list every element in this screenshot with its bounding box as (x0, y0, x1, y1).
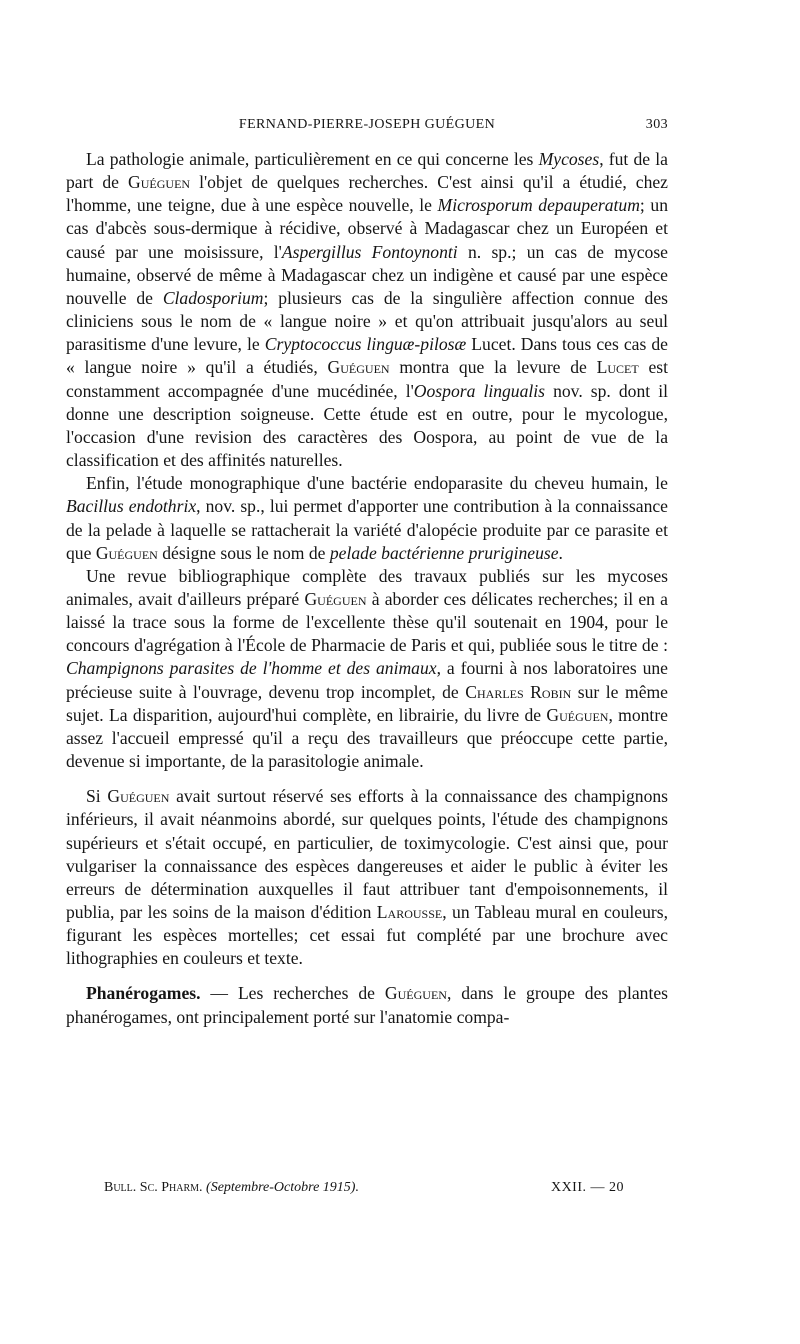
article-body (66, 148, 668, 1029)
author-name: Guéguen (107, 786, 170, 807)
author-name: Guéguen (384, 983, 447, 1004)
author-name: Guéguen (327, 357, 390, 378)
author-name: Guéguen (95, 542, 158, 563)
running-header (66, 117, 668, 137)
section-heading: Phanérogames. (86, 983, 201, 1004)
paragraph-bacillus: Enfin, l'étude monographique d'une bactérie endoparasite du cheveu humain, le Bacillus endothrix, nov. sp., lui permet d'apporter une contribution à la connaissance de la pelade à laquelle se rattacherait la variété d'alopécie produite par ce parasite et que Guéguen désigne sous le nom de pelade bactérienne prurigineuse. (66, 473, 668, 563)
header-title: FERNAND-PIERRE-JOSEPH GUÉGUEN (238, 117, 496, 132)
paragraph-bibliographic-review: Une revue bibliographique complète des travaux publiés sur les mycoses animales, avait d'ailleurs préparé Guéguen à aborder ces délicates recherches; il en a laissé la trace sous la forme de l'excellente thèse qu'il soutenait en 1904, pour le concours d'agrégation à l'École de Pharmacie de Paris et qui, publiée sous le titre de : Champignons parasites de l'homme et des animaux, a fourni à nos laboratoires une précieuse suite à l'ouvrage, devenu trop incomplet, de Charles Robin sur le même sujet. La disparition, aujourd'hui complète, en librairie, du livre de Guéguen, montre assez l'accueil empressé qu'il a reçu des travailleurs que préoccupe cette partie, devenue si importante, de la parasitologie animale. (66, 565, 668, 772)
signature-mark: XXII. — 20 (550, 1180, 624, 1195)
paragraph-phanerogames: Phanérogames. — Les recherches de Guéguen, dans le groupe des plantes phanérogames, ont principalement porté sur l'anatomie compa- (66, 983, 668, 1027)
author-name: Guéguen (546, 704, 609, 725)
page-number: 303 (645, 117, 668, 132)
paragraph-toximycology: Si Guéguen avait surtout réservé ses efforts à la connaissance des champignons inférieurs, il avait néanmoins abordé, sur quelques points, l'étude des champignons supérieurs et s'était occupé, en particulier, de toximycologie. C'est ainsi que, pour vulgariser la connaissance des espèces dangereuses et aider le public à éviter les erreurs de détermination auxquelles il faut attribuer tant d'empoisonnements, il publia, par les soins de la maison d'édition Larousse, un Tableau mural en couleurs, figurant les espèces mortelles; cet essai fut complété par une brochure avec lithographies en couleurs et texte. (66, 786, 669, 969)
author-name: Guéguen (128, 172, 191, 193)
author-name: Guéguen (304, 588, 367, 609)
page-footer (104, 1180, 624, 1200)
issue-date: (Septembre-Octobre 1915). (206, 1180, 359, 1195)
journal-name: Bull. Sc. Pharm. (104, 1180, 203, 1195)
paragraph-mycoses: La pathologie animale, particulièrement en ce qui concerne les Mycoses, fut de la part de Guéguen l'objet de quelques recherches. C'est ainsi qu'il a étudié, chez l'homme, une teigne, due à une espèce nouvelle, le Microsporum depauperatum; un cas d'abcès sous-dermique à récidive, observé à Madagascar chez un Européen et causé par une moisissure, l'Aspergillus Fontoynonti n. sp.; un cas de mycose humaine, observé de même à Madagascar chez un indigène et causé par une espèce nouvelle de Cladosporium; plusieurs cas de la singulière affection connue des cliniciens sous le nom de « langue noire » et qu'on attribuait jusqu'alors au seul parasitisme d'une levure, le Cryptococcus linguæ-pilosæ Lucet. Dans tous ces cas de « langue noire » qu'il a étudiés, Guéguen montra que la levure de Lucet est constamment accompagnée d'une mucédinée, l'Oospora lingualis nov. sp. dont il donne une description soigneuse. Cette étude est en outre, pour le mycologue, l'occasion d'une revision des caractères des Oospora, au point de vue de la classification et des affinités naturelles. (66, 149, 669, 471)
